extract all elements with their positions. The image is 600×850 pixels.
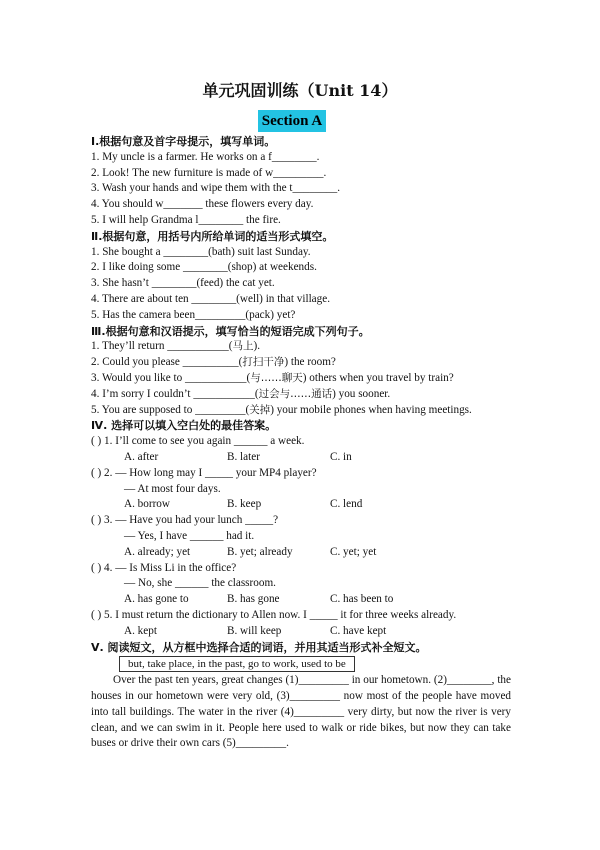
option-c: C. lend xyxy=(330,498,363,511)
sentence-start: 4. I’m sorry I couldn’t ___________( xyxy=(91,387,259,400)
option-b: B. has gone xyxy=(227,593,280,606)
part1-item: 5. I will help Grandma l________ the fire. xyxy=(91,213,281,226)
chinese-hint: 马上 xyxy=(232,340,254,353)
option-b: B. will keep xyxy=(227,624,282,637)
part2-item: 3. She hasn’t ________(feed) the cat yet. xyxy=(91,277,275,290)
chinese-hint: 打扫干净 xyxy=(242,356,285,369)
part2-item: 5. Has the camera been_________(pack) yet? xyxy=(91,308,296,321)
question-stem: ( ) 2. — How long may I _____ your MP4 player? xyxy=(91,466,317,479)
part1-item: 1. My uncle is a farmer. He works on a f________. xyxy=(91,150,320,163)
part1-item: 2. Look! The new furniture is made of w_________. xyxy=(91,166,327,179)
chinese-hint: 过会与……通话 xyxy=(258,387,333,400)
part4-heading: Ⅳ. 选择可以填入空白处的最佳答案。 xyxy=(91,419,277,433)
option-c: C. in xyxy=(330,450,352,463)
part3-heading: Ⅲ.根据句意和汉语提示，填写恰当的短语完成下列句子。 xyxy=(91,324,370,338)
option-a: A. has gone to xyxy=(124,593,189,606)
sentence-start: 2. Could you please __________( xyxy=(91,356,243,369)
options-row xyxy=(91,545,511,561)
sentence-start: 1. They’ll return ___________( xyxy=(91,340,233,353)
option-b: B. keep xyxy=(227,498,262,511)
option-c: C. have kept xyxy=(330,624,387,637)
passage-text: Over the past ten years, great changes (1)_________ in our hometown. (2)________, the houses in our hometown were very old, (3)_________ now most of the people have moved into tall buildings. The water in the river (4)_________ very dirty, but now the river is very clean, and we can swim in it. People here used to walk or ride bikes, but now they can take buses or drive their own cars (5)_________. xyxy=(91,674,511,750)
options-row xyxy=(91,592,511,608)
part1-heading: Ⅰ.根据句意及首字母提示，填写单词。 xyxy=(91,135,276,148)
sentence-end: ) you sooner. xyxy=(332,387,391,400)
options-row xyxy=(91,497,511,513)
part2-item: 1. She bought a ________(bath) suit last Sunday. xyxy=(91,245,311,258)
section-label: Section A xyxy=(258,110,326,132)
option-c: C. yet; yet xyxy=(330,545,377,558)
option-c: C. has been to xyxy=(330,593,394,606)
part3-item xyxy=(91,339,511,355)
option-b: B. yet; already xyxy=(227,545,293,558)
question-stem: ( ) 3. — Have you had your lunch _____? xyxy=(91,514,279,527)
option-a: A. kept xyxy=(124,624,157,637)
part1-item: 4. You should w_______ these flowers every day. xyxy=(91,198,314,211)
question-reply: — Yes, I have ______ had it. xyxy=(124,529,255,542)
part3-item xyxy=(91,387,511,403)
part3-item xyxy=(91,371,511,387)
reading-passage xyxy=(91,673,511,752)
part3-item xyxy=(91,403,511,419)
page-title: 单元巩固训练（Unit 14） xyxy=(202,81,398,100)
exercise-content xyxy=(91,134,511,752)
option-b: B. later xyxy=(227,450,260,463)
question-stem: ( ) 4. — Is Miss Li in the office? xyxy=(91,561,237,574)
part1-item: 3. Wash your hands and wipe them with the t________. xyxy=(91,182,341,195)
part3-item xyxy=(91,355,511,371)
word-box: but, take place, in the past, go to work, used to be xyxy=(119,656,355,672)
question-stem: ( ) 5. I must return the dictionary to Allen now. I _____ it for three weeks already. xyxy=(91,608,457,621)
question-reply: — No, she ______ the classroom. xyxy=(124,577,276,590)
part2-item: 4. There are about ten ________(well) in that village. xyxy=(91,292,331,305)
sentence-end: ) the room? xyxy=(284,356,336,369)
options-row xyxy=(91,450,511,466)
question-reply: — At most four days. xyxy=(124,482,221,495)
sentence-start: 5. You are supposed to _________( xyxy=(91,403,250,416)
chinese-hint: 关掉 xyxy=(249,403,271,416)
options-row xyxy=(91,624,511,640)
option-a: A. after xyxy=(124,450,159,463)
sentence-end: ) your mobile phones when having meetings. xyxy=(270,403,472,416)
sentence-start: 3. Would you like to ___________( xyxy=(91,371,251,384)
part2-item: 2. I like doing some ________(shop) at weekends. xyxy=(91,261,317,274)
part5-heading: Ⅴ. 阅读短文，从方框中选择合适的词语，并用其适当形式补全短文。 xyxy=(91,640,427,654)
question-stem: ( ) 1. I’ll come to see you again ______ a week. xyxy=(91,435,305,448)
sentence-end: ) others when you travel by train? xyxy=(302,371,454,384)
option-a: A. already; yet xyxy=(124,545,191,558)
part2-heading: Ⅱ.根据句意，用括号内所给单词的适当形式填空。 xyxy=(91,229,334,243)
word-box-row xyxy=(91,655,511,673)
sentence-end: ). xyxy=(253,340,261,353)
option-a: A. borrow xyxy=(124,498,170,511)
chinese-hint: 与……聊天 xyxy=(250,371,303,384)
